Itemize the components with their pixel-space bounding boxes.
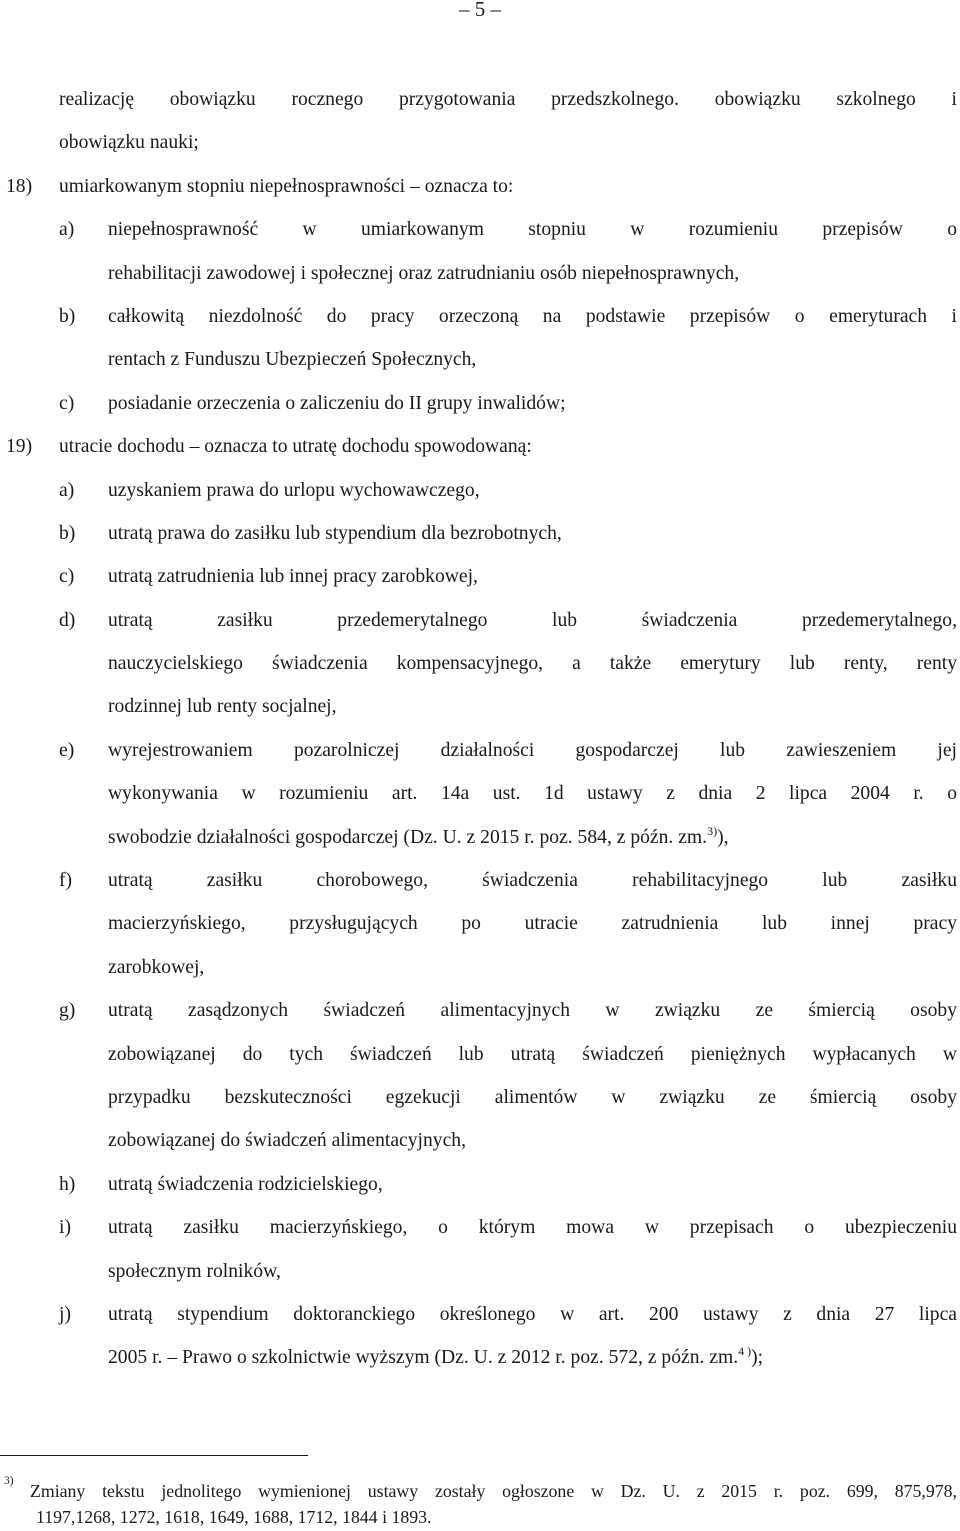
footnote-reference[interactable]: 4 ) [738,1344,752,1359]
text-line [0,685,960,728]
list-item [0,1206,960,1249]
line-text: posiadanie orzeczenia o zaliczeniu do II grupy inwalidów; [108,392,566,414]
line-text: swobodzie działalności gospodarczej (Dz. U. z 2015 r. poz. 584, z późn. zm. [108,826,708,848]
list-item [0,1163,960,1206]
list-item [0,1293,960,1336]
text-line [0,338,960,381]
footnote [0,1475,960,1504]
line-text: utratą świadczenia rodzicielskiego, [108,1173,383,1195]
list-item [0,208,960,251]
footnote-continuation [0,1504,960,1530]
line-text: utratą zasiłku chorobowego, świadczenia rehabilitacyjnego lub zasiłku [108,870,957,892]
page-number: – 5 – [459,0,501,21]
line-text: rehabilitacji zawodowej i społecznej oraz zatrudnianiu osób niepełnosprawnych, [108,262,740,284]
text-line [0,772,960,815]
footnotes [0,1475,960,1530]
line-text: nauczycielskiego świadczenia kompensacyjnego, a także emerytury lub renty, renty [108,653,957,675]
item-number: 19) [6,436,33,458]
text-line [0,1119,960,1162]
line-text: macierzyńskiego, przysługujących po utracie zatrudnienia lub innej pracy [108,913,957,935]
item-number: 18) [6,175,33,197]
list-item [0,989,960,1032]
line-text: umiarkowanym stopniu niepełnosprawności – oznacza to: [59,175,514,197]
list-item [0,469,960,512]
list-item [0,729,960,772]
item-letter: b) [59,305,76,327]
line-text: rodzinnej lub renty socjalnej, [108,696,337,718]
line-text: utratą zasiłku macierzyńskiego, o którym mowa w przepisach o ubezpieczeniu [108,1217,957,1239]
line-text-tail: ), [717,826,729,848]
line-text: społecznym rolników, [108,1260,281,1282]
list-item [0,295,960,338]
text-line [0,902,960,945]
line-text: 2005 r. – Prawo o szkolnictwie wyższym (Dz. U. z 2012 r. poz. 572, z późn. zm. [108,1347,739,1369]
footnote-reference[interactable]: 3) [707,823,718,838]
definition-item [0,425,960,468]
list-item [0,859,960,902]
text-line [0,1336,960,1379]
line-text: niepełnosprawność w umiarkowanym stopniu w rozumieniu przepisów o [108,219,957,241]
footnote-text: Zmiany tekstu jednolitego wymienionej ustawy zostały ogłoszone w Dz. U. z 2015 r. poz. 699, 875,978, [30,1481,957,1501]
item-letter: f) [59,870,73,892]
text-line [0,1076,960,1119]
text-line [0,78,960,121]
line-text-with-footnote [108,816,729,859]
line-text: utratą zasiłku przedemerytalnego lub świadczenia przedemerytalnego, [108,609,957,631]
line-text: całkowitą niezdolność do pracy orzeczoną na podstawie przepisów o emeryturach i [108,305,957,327]
item-letter: b) [59,522,76,544]
line-text: obowiązku nauki; [59,132,199,154]
line-text-with-footnote [108,1336,763,1379]
text-line [0,1250,960,1293]
list-item [0,555,960,598]
line-text: zobowiązanej do tych świadczeń lub utratą świadczeń pieniężnych wypłacanych w [108,1043,957,1065]
line-text: utratą zatrudnienia lub innej pracy zarobkowej, [108,566,478,588]
item-letter: c) [59,392,75,414]
item-letter: a) [59,219,75,241]
text-line [0,121,960,164]
text-line [0,252,960,295]
text-line [0,642,960,685]
text-line [0,816,960,859]
item-letter: j) [59,1303,71,1325]
text-line [0,1033,960,1076]
item-letter: a) [59,479,75,501]
footnote-mark: 3) [4,1475,14,1487]
line-text: realizację obowiązku rocznego przygotowania przedszkolnego. obowiązku szkolnego i [59,89,957,110]
line-text: utratą zasądzonych świadczeń alimentacyjnych w związku ze śmiercią osoby [108,1000,957,1022]
list-item [0,382,960,425]
line-text: zarobkowej, [108,956,205,978]
footnote-text: 1197,1268, 1272, 1618, 1649, 1688, 1712, 1844 i 1893. [36,1507,432,1527]
item-letter: e) [59,739,75,761]
item-letter: c) [59,566,75,588]
line-text: wykonywania w rozumieniu art. 14a ust. 1d ustawy z dnia 2 lipca 2004 r. o [108,783,957,805]
text-line [0,946,960,989]
line-text: uzyskaniem prawa do urlopu wychowawczego, [108,479,480,501]
item-letter: i) [59,1217,71,1239]
line-text-tail: ); [751,1347,764,1369]
item-letter: h) [59,1173,76,1195]
document-body [0,78,960,1380]
line-text: wyrejestrowaniem pozarolniczej działalności gospodarczej lub zawieszeniem jej [108,739,957,761]
line-text: zobowiązanej do świadczeń alimentacyjnych, [108,1130,466,1152]
list-item [0,512,960,555]
line-text: rentach z Funduszu Ubezpieczeń Społecznych, [108,349,477,371]
line-text: utratą stypendium doktoranckiego określonego w art. 200 ustawy z dnia 27 lipca [108,1303,957,1325]
line-text: utratą prawa do zasiłku lub stypendium dla bezrobotnych, [108,522,562,544]
definition-item [0,165,960,208]
item-letter: g) [59,1000,76,1022]
list-item [0,599,960,642]
item-letter: d) [59,609,76,631]
line-text: przypadku bezskuteczności egzekucji alimentów w związku ze śmiercią osoby [108,1086,957,1108]
line-text: utracie dochodu – oznacza to utratę dochodu spowodowaną: [59,436,532,458]
footnote-separator [0,1455,308,1456]
